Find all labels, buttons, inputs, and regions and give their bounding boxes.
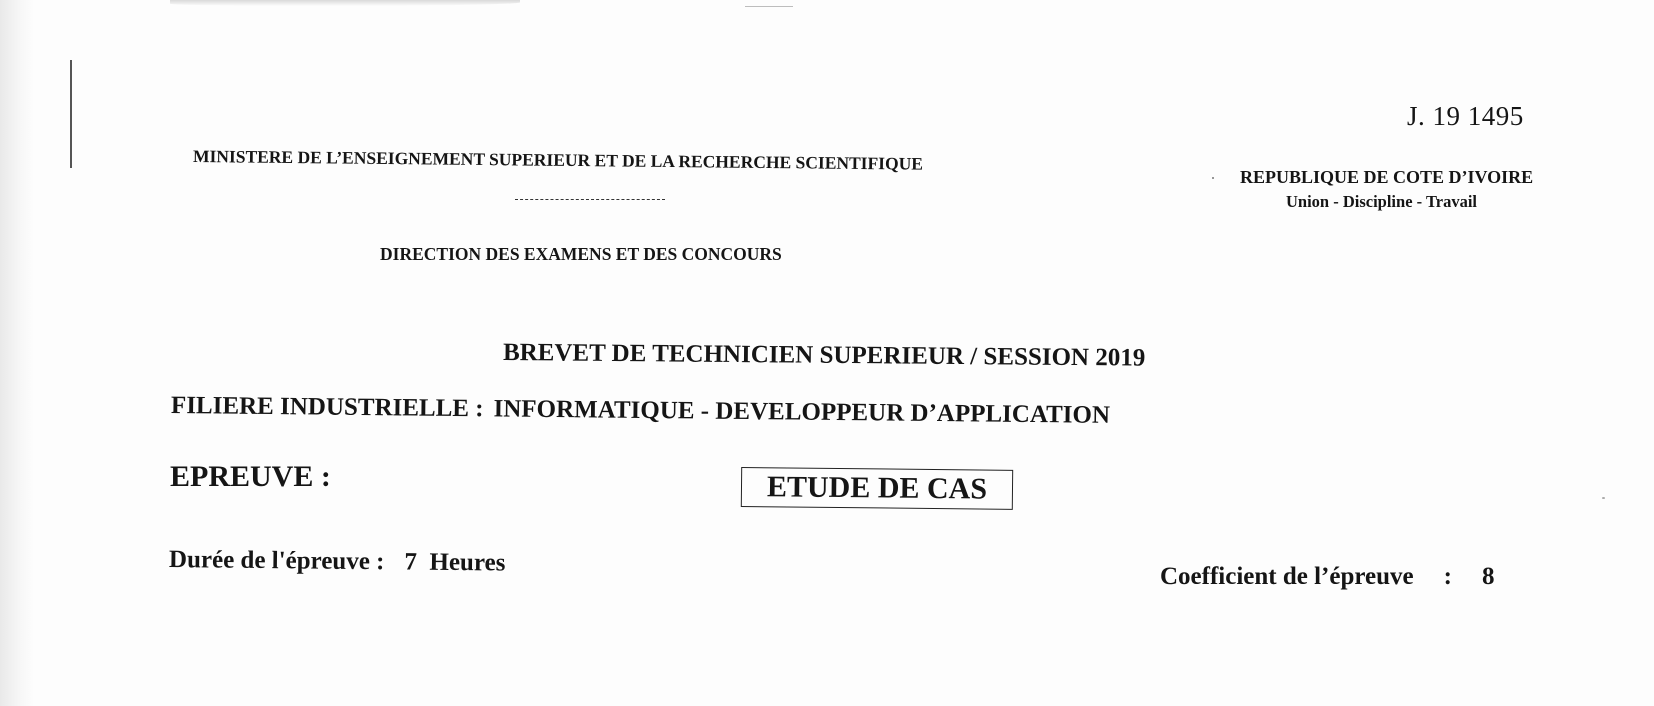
filiere-line	[171, 392, 1110, 430]
direction-heading: DIRECTION DES EXAMENS ET DES CONCOURS	[380, 244, 782, 264]
republic-heading: REPUBLIQUE DE COTE D’IVOIRE	[1240, 167, 1534, 187]
epreuve-label: EPREUVE :	[170, 460, 331, 493]
duree-value: 7 Heures	[404, 548, 506, 577]
coefficient-colon: :	[1443, 563, 1452, 590]
national-motto: Union - Discipline - Travail	[1286, 192, 1477, 211]
exam-title: BREVET DE TECHNICIEN SUPERIEUR / SESSION 2019	[502, 339, 1146, 372]
epreuve-box	[741, 467, 1013, 510]
header-divider	[515, 199, 665, 200]
duree-line	[169, 546, 506, 578]
scan-speck	[1212, 177, 1214, 179]
filiere-label: FILIERE INDUSTRIELLE :	[170, 392, 484, 423]
scan-speck	[1602, 497, 1605, 499]
document-reference: J. 19 1495	[1407, 101, 1524, 131]
scan-edge-shadow	[0, 0, 34, 706]
scan-top-shadow	[170, 0, 520, 6]
filiere-value: INFORMATIQUE - DEVELOPPEUR D’APPLICATION	[493, 395, 1111, 429]
scan-mark	[745, 6, 793, 7]
coefficient-value: 8	[1481, 563, 1495, 590]
coefficient-line	[1160, 563, 1494, 591]
epreuve-value: ETUDE DE CAS	[766, 470, 988, 506]
duree-label: Durée de l'épreuve :	[168, 546, 385, 576]
coefficient-label: Coefficient de l’épreuve	[1160, 563, 1414, 590]
ministry-heading: MINISTERE DE L’ENSEIGNEMENT SUPERIEUR ET DE LA RECHERCHE SCIENTIFIQUE	[192, 146, 924, 174]
binding-line	[70, 60, 72, 168]
